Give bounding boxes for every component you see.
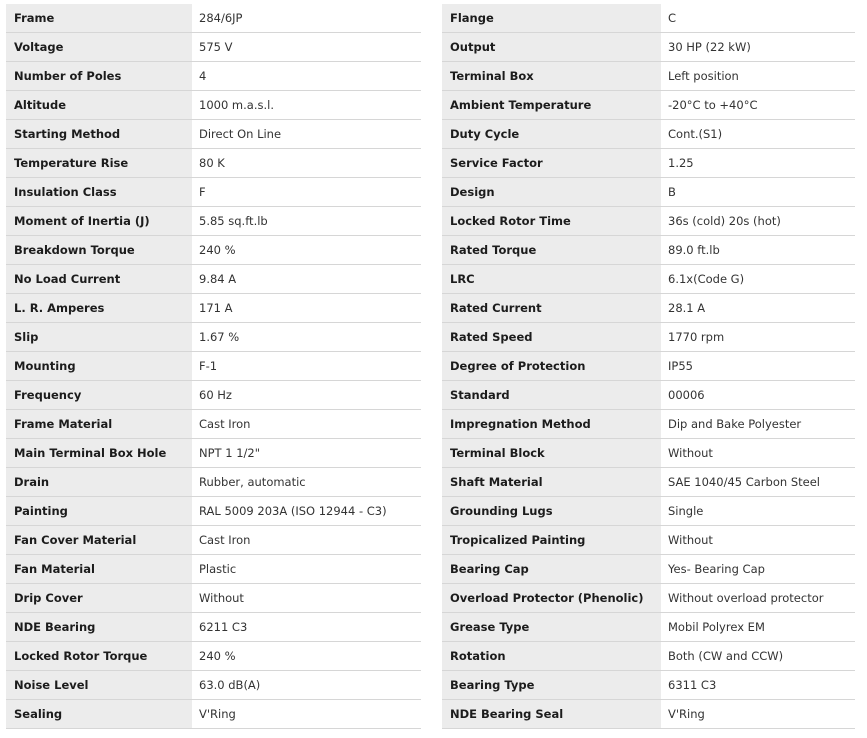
spec-row-locked-rotor-torque <box>6 642 421 671</box>
spec-value: Plastic <box>192 555 421 584</box>
spec-value: Without <box>661 439 855 468</box>
spec-row-insulation-class <box>6 178 421 207</box>
spec-row-nde-bearing-seal <box>442 700 855 729</box>
spec-label: Temperature Rise <box>6 149 192 178</box>
spec-row-moment-of-inertia-j <box>6 207 421 236</box>
spec-label: Rated Speed <box>442 323 661 352</box>
spec-label: Moment of Inertia (J) <box>6 207 192 236</box>
spec-label: Number of Poles <box>6 62 192 91</box>
spec-row-terminal-block <box>442 439 855 468</box>
spec-value: 9.84 A <box>192 265 421 294</box>
spec-value: 89.0 ft.lb <box>661 236 855 265</box>
spec-row-painting <box>6 497 421 526</box>
spec-value: Left position <box>661 62 855 91</box>
spec-value: Without overload protector <box>661 584 855 613</box>
spec-value: 4 <box>192 62 421 91</box>
spec-value: Both (CW and CCW) <box>661 642 855 671</box>
spec-row-fan-cover-material <box>6 526 421 555</box>
spec-row-drain <box>6 468 421 497</box>
spec-label: Frequency <box>6 381 192 410</box>
spec-value: -20°C to +40°C <box>661 91 855 120</box>
spec-value: Single <box>661 497 855 526</box>
spec-row-grounding-lugs <box>442 497 855 526</box>
spec-label: Locked Rotor Torque <box>6 642 192 671</box>
spec-label: Duty Cycle <box>442 120 661 149</box>
spec-row-l-r-amperes <box>6 294 421 323</box>
spec-row-impregnation-method <box>442 410 855 439</box>
spec-value: C <box>661 4 855 33</box>
spec-value: 28.1 A <box>661 294 855 323</box>
spec-label: Impregnation Method <box>442 410 661 439</box>
spec-label: Bearing Cap <box>442 555 661 584</box>
spec-value: 80 K <box>192 149 421 178</box>
spec-label: Rated Current <box>442 294 661 323</box>
spec-row-number-of-poles <box>6 62 421 91</box>
spec-row-shaft-material <box>442 468 855 497</box>
spec-label: Terminal Block <box>442 439 661 468</box>
spec-value: IP55 <box>661 352 855 381</box>
spec-value: Yes- Bearing Cap <box>661 555 855 584</box>
spec-row-mounting <box>6 352 421 381</box>
spec-value: Dip and Bake Polyester <box>661 410 855 439</box>
spec-row-output <box>442 33 855 62</box>
spec-label: Degree of Protection <box>442 352 661 381</box>
spec-label: Rated Torque <box>442 236 661 265</box>
spec-label: Drip Cover <box>6 584 192 613</box>
spec-label: Flange <box>442 4 661 33</box>
spec-row-frequency <box>6 381 421 410</box>
spec-label: Main Terminal Box Hole <box>6 439 192 468</box>
spec-row-duty-cycle <box>442 120 855 149</box>
spec-label: Locked Rotor Time <box>442 207 661 236</box>
spec-label: Starting Method <box>6 120 192 149</box>
spec-row-frame <box>6 4 421 33</box>
spec-label: Fan Cover Material <box>6 526 192 555</box>
spec-row-altitude <box>6 91 421 120</box>
spec-row-overload-protector-phenolic <box>442 584 855 613</box>
spec-row-main-terminal-box-hole <box>6 439 421 468</box>
spec-value: 00006 <box>661 381 855 410</box>
spec-value: Cast Iron <box>192 526 421 555</box>
spec-row-bearing-type <box>442 671 855 700</box>
spec-row-service-factor <box>442 149 855 178</box>
spec-row-rated-speed <box>442 323 855 352</box>
spec-label: Overload Protector (Phenolic) <box>442 584 661 613</box>
spec-value: Mobil Polyrex EM <box>661 613 855 642</box>
spec-value: 240 % <box>192 236 421 265</box>
spec-label: Noise Level <box>6 671 192 700</box>
spec-label: Tropicalized Painting <box>442 526 661 555</box>
spec-label: Grease Type <box>442 613 661 642</box>
spec-value: Cont.(S1) <box>661 120 855 149</box>
spec-row-terminal-box <box>442 62 855 91</box>
spec-label: Mounting <box>6 352 192 381</box>
spec-row-nde-bearing <box>6 613 421 642</box>
spec-row-grease-type <box>442 613 855 642</box>
spec-label: Shaft Material <box>442 468 661 497</box>
spec-label: NDE Bearing <box>6 613 192 642</box>
spec-table-left <box>6 4 421 729</box>
spec-row-rotation <box>442 642 855 671</box>
spec-row-flange <box>442 4 855 33</box>
spec-label: Output <box>442 33 661 62</box>
spec-value: 30 HP (22 kW) <box>661 33 855 62</box>
spec-row-degree-of-protection <box>442 352 855 381</box>
spec-row-locked-rotor-time <box>442 207 855 236</box>
spec-label: Ambient Temperature <box>442 91 661 120</box>
spec-value: RAL 5009 203A (ISO 12944 - C3) <box>192 497 421 526</box>
spec-label: Drain <box>6 468 192 497</box>
spec-row-bearing-cap <box>442 555 855 584</box>
spec-value: 240 % <box>192 642 421 671</box>
spec-value: SAE 1040/45 Carbon Steel <box>661 468 855 497</box>
spec-value: NPT 1 1/2" <box>192 439 421 468</box>
spec-label: Bearing Type <box>442 671 661 700</box>
spec-value: 1000 m.a.s.l. <box>192 91 421 120</box>
spec-row-noise-level <box>6 671 421 700</box>
spec-row-rated-current <box>442 294 855 323</box>
spec-table-right-body <box>442 4 855 729</box>
spec-row-sealing <box>6 700 421 729</box>
spec-value: 36s (cold) 20s (hot) <box>661 207 855 236</box>
spec-value: Without <box>192 584 421 613</box>
spec-label: Terminal Box <box>442 62 661 91</box>
spec-row-no-load-current <box>6 265 421 294</box>
spec-label: Rotation <box>442 642 661 671</box>
spec-label: LRC <box>442 265 661 294</box>
spec-row-ambient-temperature <box>442 91 855 120</box>
spec-value: 60 Hz <box>192 381 421 410</box>
spec-value: F-1 <box>192 352 421 381</box>
spec-value: 284/6JP <box>192 4 421 33</box>
spec-row-slip <box>6 323 421 352</box>
spec-table-left-body <box>6 4 421 729</box>
spec-label: NDE Bearing Seal <box>442 700 661 729</box>
spec-label: Breakdown Torque <box>6 236 192 265</box>
spec-value: 575 V <box>192 33 421 62</box>
spec-label: Service Factor <box>442 149 661 178</box>
spec-value: V'Ring <box>192 700 421 729</box>
spec-row-temperature-rise <box>6 149 421 178</box>
spec-row-voltage <box>6 33 421 62</box>
spec-value: Cast Iron <box>192 410 421 439</box>
spec-value: B <box>661 178 855 207</box>
spec-label: Frame Material <box>6 410 192 439</box>
spec-label: Design <box>442 178 661 207</box>
spec-row-fan-material <box>6 555 421 584</box>
spec-row-breakdown-torque <box>6 236 421 265</box>
spec-row-starting-method <box>6 120 421 149</box>
spec-label: Painting <box>6 497 192 526</box>
spec-row-tropicalized-painting <box>442 526 855 555</box>
spec-label: Sealing <box>6 700 192 729</box>
spec-label: Altitude <box>6 91 192 120</box>
spec-label: Slip <box>6 323 192 352</box>
spec-row-rated-torque <box>442 236 855 265</box>
spec-row-lrc <box>442 265 855 294</box>
spec-value: Direct On Line <box>192 120 421 149</box>
spec-value: 1.25 <box>661 149 855 178</box>
spec-value: F <box>192 178 421 207</box>
spec-value: Without <box>661 526 855 555</box>
spec-label: Voltage <box>6 33 192 62</box>
spec-value: 6211 C3 <box>192 613 421 642</box>
spec-row-design <box>442 178 855 207</box>
spec-label: Fan Material <box>6 555 192 584</box>
spec-label: L. R. Amperes <box>6 294 192 323</box>
spec-value: 63.0 dB(A) <box>192 671 421 700</box>
spec-value: 1770 rpm <box>661 323 855 352</box>
spec-label: No Load Current <box>6 265 192 294</box>
spec-row-standard <box>442 381 855 410</box>
spec-label: Frame <box>6 4 192 33</box>
spec-value: 171 A <box>192 294 421 323</box>
spec-table-right <box>442 4 855 729</box>
spec-label: Insulation Class <box>6 178 192 207</box>
spec-label: Grounding Lugs <box>442 497 661 526</box>
spec-row-frame-material <box>6 410 421 439</box>
spec-value: 6.1x(Code G) <box>661 265 855 294</box>
spec-row-drip-cover <box>6 584 421 613</box>
spec-label: Standard <box>442 381 661 410</box>
spec-value: 1.67 % <box>192 323 421 352</box>
spec-value: Rubber, automatic <box>192 468 421 497</box>
spec-value: 5.85 sq.ft.lb <box>192 207 421 236</box>
spec-value: 6311 C3 <box>661 671 855 700</box>
spec-value: V'Ring <box>661 700 855 729</box>
